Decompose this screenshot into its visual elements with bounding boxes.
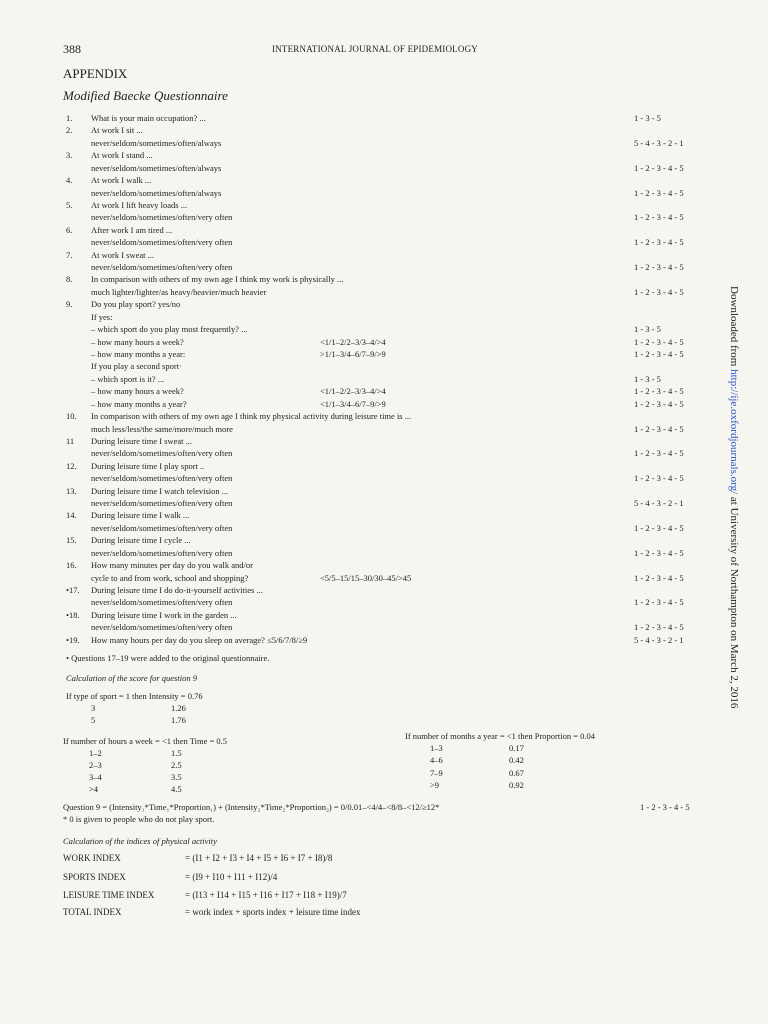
question9-formula: Question 9 = (Intensity₁*Time₁*Proportion₁) + (Intensity₂*Time₂*Proportion₂) = 0/0.01–<4/4–<8/8–<12/≥12* — [63, 802, 440, 812]
hours-key: >4 — [89, 784, 99, 794]
question-text: At work I stand ... — [91, 150, 153, 161]
appendix-heading: APPENDIX — [63, 66, 128, 81]
answer-options: <1/1–2/2–3/3–4/>4 — [320, 336, 386, 347]
question-row — [0, 124, 768, 136]
question-row — [0, 187, 768, 199]
question-row — [0, 174, 768, 186]
question-number: 13. — [66, 485, 77, 496]
hours-heading: If number of hours a week = <1 then Time = 0.5 — [63, 736, 228, 746]
intensity-value: 1.26 — [171, 703, 186, 713]
score-scale: 1 - 2 - 3 - 4 - 5 — [634, 212, 684, 223]
question-row — [0, 336, 768, 348]
answer-options: <1/1–2/2–3/3–4/>4 — [320, 386, 386, 397]
question-number: 10. — [66, 411, 77, 422]
score-scale: 1 - 2 - 3 - 4 - 5 — [634, 162, 684, 173]
score-scale: 1 - 2 - 3 - 4 - 5 — [634, 336, 684, 347]
question-number: 14. — [66, 510, 77, 521]
question-text: never/seldom/sometimes/often/very often — [91, 448, 233, 459]
score-scale: 1 - 3 - 5 — [634, 324, 661, 335]
question-text: How many hours per day do you sleep on average? ≤5/6/7/8/≥9 — [91, 634, 308, 645]
hours-value: 2.5 — [171, 760, 182, 770]
question-number: •19. — [66, 634, 80, 645]
calc9-heading: Calculation of the score for question 9 — [66, 673, 197, 683]
score-scale: 5 - 4 - 3 - 2 - 1 — [634, 498, 684, 509]
question-row — [0, 472, 768, 484]
question-text: never/seldom/sometimes/often/very often — [91, 498, 233, 509]
question-row — [0, 572, 768, 584]
intensity-key: 3 — [91, 703, 96, 713]
question-row — [0, 112, 768, 124]
score-scale: 1 - 2 - 3 - 4 - 5 — [634, 262, 684, 273]
score-scale: 1 - 2 - 3 - 4 - 5 — [634, 572, 684, 583]
question-number: •18. — [66, 609, 80, 620]
question9-note: * 0 is given to people who do not play sport. — [63, 814, 215, 824]
page-number: 388 — [63, 42, 81, 56]
question-text: never/seldom/sometimes/often/very often — [91, 212, 233, 223]
download-suffix: at University of Northampton on March 2, 2016 — [728, 494, 740, 709]
index-formula: = work index + sports index + leisure time index — [185, 907, 361, 917]
months-value: 0.42 — [509, 755, 524, 765]
question-text: never/seldom/sometimes/often/very often — [91, 547, 233, 558]
score-scale: 5 - 4 - 3 - 2 - 1 — [634, 634, 684, 645]
question-text: – which sport is it? ... — [91, 373, 165, 384]
score-scale: 1 - 2 - 3 - 4 - 5 — [634, 423, 684, 434]
question-row — [0, 249, 768, 261]
download-watermark — [728, 286, 740, 708]
question-text: At work I sit ... — [91, 125, 143, 136]
question-number: 7. — [66, 249, 73, 260]
question-text: At work I lift heavy loads ... — [91, 199, 188, 210]
question-row — [0, 261, 768, 273]
question-number: 1. — [66, 113, 73, 123]
hours-key: 2–3 — [89, 760, 102, 770]
question-row — [0, 311, 768, 323]
hours-key: 1–2 — [89, 748, 102, 758]
question-number: 6. — [66, 224, 73, 235]
question-row — [0, 385, 768, 397]
question-text: never/seldom/sometimes/often/very often — [91, 522, 233, 533]
question-text: How many minutes per day do you walk and/or — [91, 560, 253, 571]
question-text: much less/less/the same/more/much more — [91, 423, 233, 434]
question-row — [0, 547, 768, 559]
intensity-line: If type of sport = 1 then Intensity = 0.76 — [66, 691, 203, 701]
question-row — [0, 634, 768, 646]
journal-title: INTERNATIONAL JOURNAL OF EPIDEMIOLOGY — [272, 44, 478, 54]
indices-heading: Calculation of the indices of physical activity — [63, 836, 217, 846]
question-row — [0, 485, 768, 497]
question-row — [0, 323, 768, 335]
question-row — [0, 398, 768, 410]
question-number: 11 — [66, 435, 75, 446]
question-number: 15. — [66, 535, 77, 546]
question-text: During leisure time I sweat ... — [91, 435, 193, 446]
question-row — [0, 410, 768, 422]
question-row — [0, 435, 768, 447]
question-text: never/seldom/sometimes/often/always — [91, 187, 222, 198]
question-row — [0, 224, 768, 236]
question-text: cycle to and from work, school and shopping? — [91, 572, 249, 583]
question-row — [0, 236, 768, 248]
question-text: never/seldom/sometimes/often/very often — [91, 597, 233, 608]
score-scale: 1 - 2 - 3 - 4 - 5 — [634, 622, 684, 633]
answer-options: <5/5–15/15–30/30–45/>45 — [320, 572, 412, 583]
question-number: 3. — [66, 150, 73, 161]
months-value: 0.17 — [509, 743, 524, 753]
score-scale: 1 - 3 - 5 — [634, 373, 661, 384]
question-text: During leisure time I do do-it-yourself activities ... — [91, 584, 263, 595]
question-text: Do you play sport? yes/no — [91, 299, 181, 310]
question-row — [0, 373, 768, 385]
journal-link[interactable]: http://ije.oxfordjournals.org/ — [728, 369, 740, 495]
score-scale: 1 - 2 - 3 - 4 - 5 — [634, 187, 684, 198]
question-number: 5. — [66, 199, 73, 210]
question-text: After work I am tired ... — [91, 224, 173, 235]
question-number: 16. — [66, 560, 77, 571]
question-number: •17. — [66, 584, 80, 595]
question-row — [0, 460, 768, 472]
question-text: never/seldom/sometimes/often/very often — [91, 262, 233, 273]
answer-options: <1/1–3/4–6/7–9/>9 — [320, 398, 386, 409]
question-row — [0, 447, 768, 459]
question-number: 12. — [66, 460, 77, 471]
intensity-key: 5 — [91, 715, 96, 725]
score-scale: 1 - 2 - 3 - 4 - 5 — [634, 286, 684, 297]
question-row — [0, 559, 768, 571]
index-formula: = (I13 + I14 + I15 + I16 + I17 + I18 + I19)/7 — [185, 890, 347, 900]
question-row — [0, 162, 768, 174]
question-row — [0, 509, 768, 521]
score-scale: 1 - 2 - 3 - 4 - 5 — [634, 448, 684, 459]
hours-key: 3–4 — [89, 772, 102, 782]
index-label: WORK INDEX — [63, 853, 121, 863]
download-prefix: Downloaded from — [728, 286, 740, 370]
question-text: never/seldom/sometimes/often/always — [91, 137, 222, 148]
question-text: never/seldom/sometimes/often/very often — [91, 622, 233, 633]
question-text: never/seldom/sometimes/often/always — [91, 162, 222, 173]
months-key: 1–3 — [430, 743, 443, 753]
question-row — [0, 286, 768, 298]
question-row — [0, 596, 768, 608]
score-scale: 1 - 2 - 3 - 4 - 5 — [634, 398, 684, 409]
score-scale: 1 - 2 - 3 - 4 - 5 — [634, 522, 684, 533]
question-text: During leisure time I cycle ... — [91, 535, 191, 546]
hours-value: 4.5 — [171, 784, 182, 794]
question-row — [0, 348, 768, 360]
question-text: What is your main occupation? ... — [91, 113, 206, 123]
months-value: 0.67 — [509, 768, 524, 778]
months-key: 7–9 — [430, 768, 443, 778]
intensity-value: 1.76 — [171, 715, 186, 725]
question-row — [0, 423, 768, 435]
question-text: In comparison with others of my own age I think my physical activity during leisure time is ... — [91, 411, 412, 422]
hours-value: 1.5 — [171, 748, 182, 758]
question-text: During leisure time I play sport .. — [91, 460, 205, 471]
score-scale: 1 - 2 - 3 - 4 - 5 — [634, 348, 684, 359]
question-text: never/seldom/sometimes/often/very often — [91, 237, 233, 248]
question-text: – how many months a year: — [91, 348, 186, 359]
question-row — [0, 149, 768, 161]
index-label: SPORTS INDEX — [63, 872, 126, 882]
index-formula: = (I9 + I10 + I11 + I12)/4 — [185, 872, 278, 882]
months-key: >9 — [430, 780, 440, 790]
months-value: 0.92 — [509, 780, 524, 790]
question-text: – how many months a year? — [91, 398, 187, 409]
question-text: – how many hours a week? — [91, 386, 184, 397]
question-text: never/seldom/sometimes/often/very often — [91, 473, 233, 484]
question-number: 9. — [66, 299, 73, 310]
question-row — [0, 497, 768, 509]
score-scale: 5 - 4 - 3 - 2 - 1 — [634, 137, 684, 148]
months-key: 4–6 — [430, 755, 443, 765]
question-number: 4. — [66, 175, 73, 186]
question-text: During leisure time I walk ... — [91, 510, 190, 521]
question-number: 2. — [66, 125, 73, 136]
question-row — [0, 522, 768, 534]
question-text: If yes: — [91, 311, 113, 322]
hours-value: 3.5 — [171, 772, 182, 782]
questionnaire-title: Modified Baecke Questionnaire — [63, 88, 228, 103]
question-text: At work I walk ... — [91, 175, 152, 186]
question-text: In comparison with others of my own age I think my work is physically ... — [91, 274, 344, 285]
score-scale: 1 - 2 - 3 - 4 - 5 — [634, 386, 684, 397]
index-formula: = (I1 + I2 + I3 + I4 + I5 + I6 + I7 + I8)/8 — [185, 853, 333, 863]
question-row — [0, 273, 768, 285]
score-scale: 1 - 2 - 3 - 4 - 5 — [634, 547, 684, 558]
answer-options: >1/1–3/4–6/7–9/>9 — [320, 348, 386, 359]
question-row — [0, 137, 768, 149]
question9-score: 1 - 2 - 3 - 4 - 5 — [640, 802, 690, 812]
score-scale: 1 - 2 - 3 - 4 - 5 — [634, 237, 684, 248]
question-text: At work I sweat ... — [91, 249, 155, 260]
question-text: If you play a second sport· — [91, 361, 182, 372]
score-scale: 1 - 2 - 3 - 4 - 5 — [634, 597, 684, 608]
question-text: – which sport do you play most frequently? ... — [91, 324, 248, 335]
index-label: LEISURE TIME INDEX — [63, 890, 155, 900]
footnote: • Questions 17–19 were added to the original questionnaire. — [66, 653, 270, 663]
question-row — [0, 298, 768, 310]
question-row — [0, 609, 768, 621]
question-text: During leisure time I work in the garden ... — [91, 609, 237, 620]
question-number: 8. — [66, 274, 73, 285]
question-row — [0, 621, 768, 633]
months-heading: If number of months a year = <1 then Proportion = 0.04 — [405, 731, 596, 741]
question-row — [0, 211, 768, 223]
question-row — [0, 584, 768, 596]
question-row — [0, 360, 768, 372]
score-scale: 1 - 3 - 5 — [634, 113, 661, 123]
score-scale: 1 - 2 - 3 - 4 - 5 — [634, 473, 684, 484]
question-row — [0, 534, 768, 546]
question-text: – how many hours a week? — [91, 336, 184, 347]
question-row — [0, 199, 768, 211]
question-text: much lighter/lighter/as heavy/heavier/much heavier — [91, 286, 267, 297]
index-label: TOTAL INDEX — [63, 907, 122, 917]
question-text: During leisure time I watch television ... — [91, 485, 229, 496]
